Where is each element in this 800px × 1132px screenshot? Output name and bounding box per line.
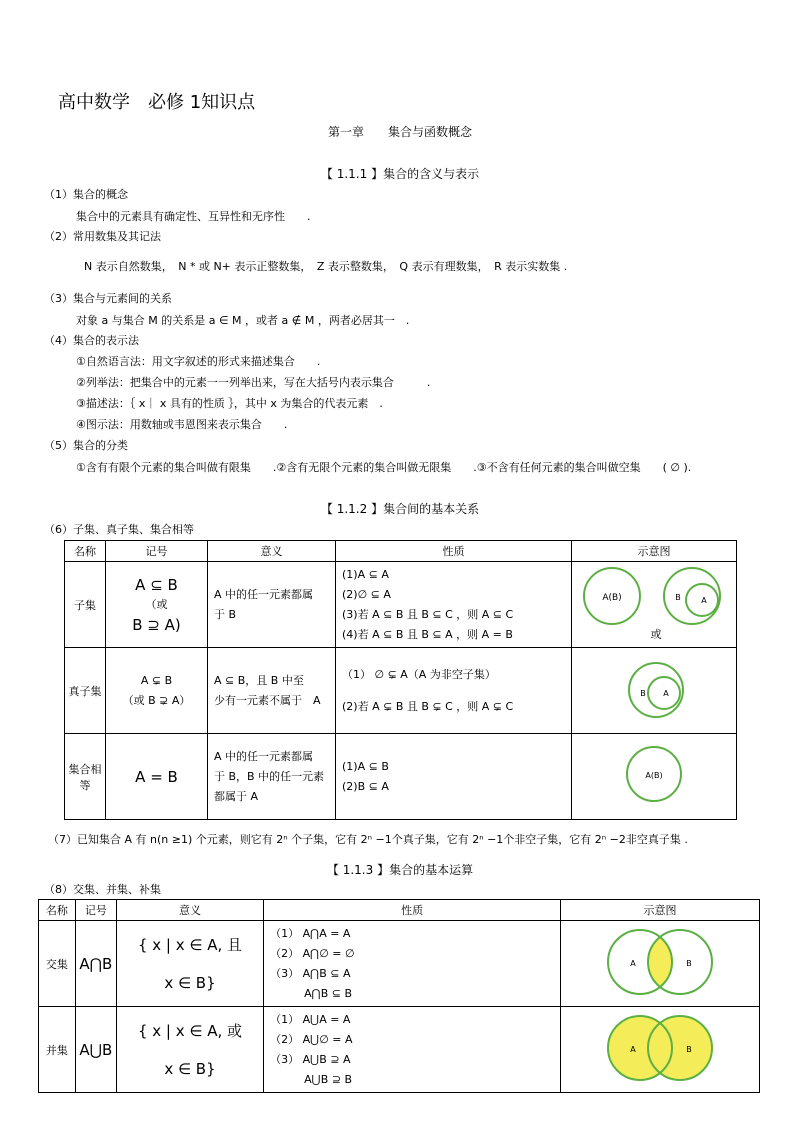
row-notation: A⋂B: [75, 921, 116, 1007]
property-line: (2)∅ ⊆ A: [342, 587, 391, 601]
header-meaning: 意义: [116, 900, 263, 921]
item-1-text: 集合中的元素具有确定性、互异性和无序性 .: [76, 210, 311, 223]
meaning-line: A 中的任一元素都属: [214, 749, 314, 763]
venn-label: B: [675, 593, 681, 602]
row-properties: [264, 921, 561, 1007]
table-row: [65, 734, 737, 820]
section-1-1-2: 【 1.1.2 】集合间的基本关系: [320, 502, 480, 516]
meaning-line: { x | x ∈ A, 或: [137, 1021, 243, 1040]
property-line: （1） A⋂A = A: [270, 926, 351, 940]
row-name: 子集: [65, 562, 106, 648]
row-name: 真子集: [65, 648, 106, 734]
row-properties: [336, 734, 572, 820]
property-line: （2） A⋂∅ = ∅: [270, 946, 355, 960]
table-row: [65, 562, 737, 648]
row-diagram: [572, 734, 737, 820]
table-row: [39, 1007, 760, 1093]
notation-line: （或: [145, 597, 168, 611]
venn-label: A: [701, 596, 707, 605]
row-meaning: [208, 734, 336, 820]
venn-label: A(B): [645, 771, 663, 780]
page-title: 高中数学 必修 1知识点: [58, 92, 256, 113]
header-meaning: 意义: [208, 541, 336, 562]
item-2-heading: （2）常用数集及其记法: [44, 230, 161, 243]
intersection-venn-diagram: [561, 921, 759, 1003]
row-meaning: [208, 562, 336, 648]
property-line: A⋃B ⊇ B: [304, 1072, 353, 1086]
item-3-heading: （3）集合与元素间的关系: [44, 292, 172, 305]
property-line: （3） A⋂B ⊆ A: [270, 966, 351, 980]
proper-subset-venn-diagram: [572, 648, 736, 730]
notation-line: A ⊆ B: [135, 575, 178, 594]
meaning-line: A ⊆ B，且 B 中至: [214, 673, 304, 687]
row-diagram: [561, 921, 760, 1007]
notation-line: B ⊇ A): [132, 615, 181, 634]
item-4-natural-language: ①自然语言法：用文字叙述的形式来描述集合 .: [76, 355, 321, 368]
venn-label: B: [686, 959, 692, 968]
table-row: [39, 921, 760, 1007]
header-diagram: 示意图: [561, 900, 760, 921]
union-venn-diagram: [561, 1007, 759, 1089]
meaning-line: 于 B，B 中的任一元素: [214, 769, 325, 783]
item-5-text: ①含有有限个元素的集合叫做有限集 .②含有无限个元素的集合叫做无限集 .③不含有任何元素的集合叫做空集 ( ∅ ).: [76, 461, 692, 474]
row-name: 集合相等: [65, 734, 106, 820]
row-notation: [106, 562, 208, 648]
item-1-heading: （1）集合的概念: [44, 188, 128, 201]
property-line: （2） A⋃∅ = A: [270, 1032, 353, 1046]
equal-sets-venn-diagram: [572, 734, 736, 816]
row-notation: [106, 648, 208, 734]
header-name: 名称: [39, 900, 76, 921]
item-7-text: （7）已知集合 A 有 n(n ≥1) 个元素，则它有 2ⁿ 个子集，它有 2ⁿ −1个真子集，它有 2ⁿ −1个非空子集，它有 2ⁿ −2非空真子集 .: [48, 833, 688, 846]
meaning-line: x ∈ B}: [164, 1059, 216, 1078]
row-notation: A⋃B: [75, 1007, 116, 1093]
chapter-title: 第一章 集合与函数概念: [327, 125, 472, 139]
row-diagram: [561, 1007, 760, 1093]
meaning-line: 于 B: [214, 607, 237, 621]
header-properties: 性质: [336, 541, 572, 562]
row-properties: [264, 1007, 561, 1093]
notation-line: A ⊊ B: [140, 673, 173, 687]
header-notation: 记号: [75, 900, 116, 921]
row-properties: [336, 648, 572, 734]
row-meaning: [116, 1007, 263, 1093]
row-name: 并集: [39, 1007, 76, 1093]
property-line: （3） A⋃B ⊇ A: [270, 1052, 351, 1066]
item-8-heading: （8）交集、并集、补集: [44, 883, 161, 896]
item-2-text: N 表示自然数集， N * 或 N+ 表示正整数集， Z 表示整数集， Q 表示有理数集， R 表示实数集 .: [84, 260, 568, 273]
row-properties: [336, 562, 572, 648]
row-meaning: [208, 648, 336, 734]
operations-table: [38, 899, 760, 1093]
meaning-line: A 中的任一元素都属: [214, 587, 314, 601]
header-diagram: 示意图: [572, 541, 737, 562]
venn-label: B: [640, 689, 646, 698]
property-line: A⋂B ⊆ B: [304, 986, 353, 1000]
item-4-enumeration: ②列举法：把集合中的元素一一列举出来，写在大括号内表示集合 .: [76, 376, 431, 389]
row-diagram: [572, 562, 737, 648]
property-line: (2)若 A ⊊ B 且 B ⊊ C ，则 A ⊊ C: [342, 699, 514, 713]
table-header-row: [65, 541, 737, 562]
subset-venn-diagram: [572, 562, 736, 644]
row-diagram: [572, 648, 737, 734]
item-6-heading: （6）子集、真子集、集合相等: [44, 523, 194, 536]
property-line: (1)A ⊆ B: [342, 759, 389, 773]
item-3-text: 对象 a 与集合 M 的关系是 a ∈ M ，或者 a ∉ M ，两者必居其一 .: [76, 314, 410, 327]
property-line: （1） A⋃A = A: [270, 1012, 351, 1026]
meaning-line: 少有一元素不属于 A: [214, 693, 321, 707]
header-notation: 记号: [106, 541, 208, 562]
item-5-heading: （5）集合的分类: [44, 439, 128, 452]
row-meaning: [116, 921, 263, 1007]
header-properties: 性质: [264, 900, 561, 921]
table-row: [65, 648, 737, 734]
item-4-heading: （4）集合的表示法: [44, 334, 139, 347]
item-4-diagram: ④图示法：用数轴或韦恩图来表示集合 .: [76, 418, 288, 431]
notation-line: （或 B ⊋ A）: [122, 693, 191, 707]
section-1-1-3: 【 1.1.3 】集合的基本运算: [326, 863, 474, 877]
header-name: 名称: [65, 541, 106, 562]
venn-label: 或: [650, 628, 662, 641]
row-notation: A = B: [106, 734, 208, 820]
item-4-description: ③描述法：｛ x｜ x 具有的性质 ｝，其中 x 为集合的代表元素 .: [76, 397, 383, 410]
relations-table: [64, 540, 737, 820]
meaning-line: 都属于 A: [214, 789, 259, 803]
table-header-row: [39, 900, 760, 921]
meaning-line: { x | x ∈ A, 且: [137, 935, 243, 954]
property-line: （1） ∅ ⊊ A（A 为非空子集）: [342, 667, 496, 681]
venn-circle: [664, 568, 720, 624]
property-line: (4)若 A ⊆ B 且 B ⊆ A ，则 A = B: [342, 627, 513, 641]
venn-label: A: [630, 959, 636, 968]
venn-label: A: [630, 1045, 636, 1054]
row-name: 交集: [39, 921, 76, 1007]
venn-label: B: [686, 1045, 692, 1054]
meaning-line: x ∈ B}: [164, 973, 216, 992]
venn-label: A: [663, 689, 669, 698]
property-line: (2)B ⊆ A: [342, 779, 389, 793]
venn-label: A(B): [602, 593, 622, 603]
property-line: (3)若 A ⊆ B 且 B ⊆ C ，则 A ⊆ C: [342, 607, 514, 621]
section-1-1-1: 【 1.1.1 】集合的含义与表示: [320, 167, 480, 181]
venn-circle: [629, 663, 683, 717]
property-line: (1)A ⊆ A: [342, 567, 389, 581]
